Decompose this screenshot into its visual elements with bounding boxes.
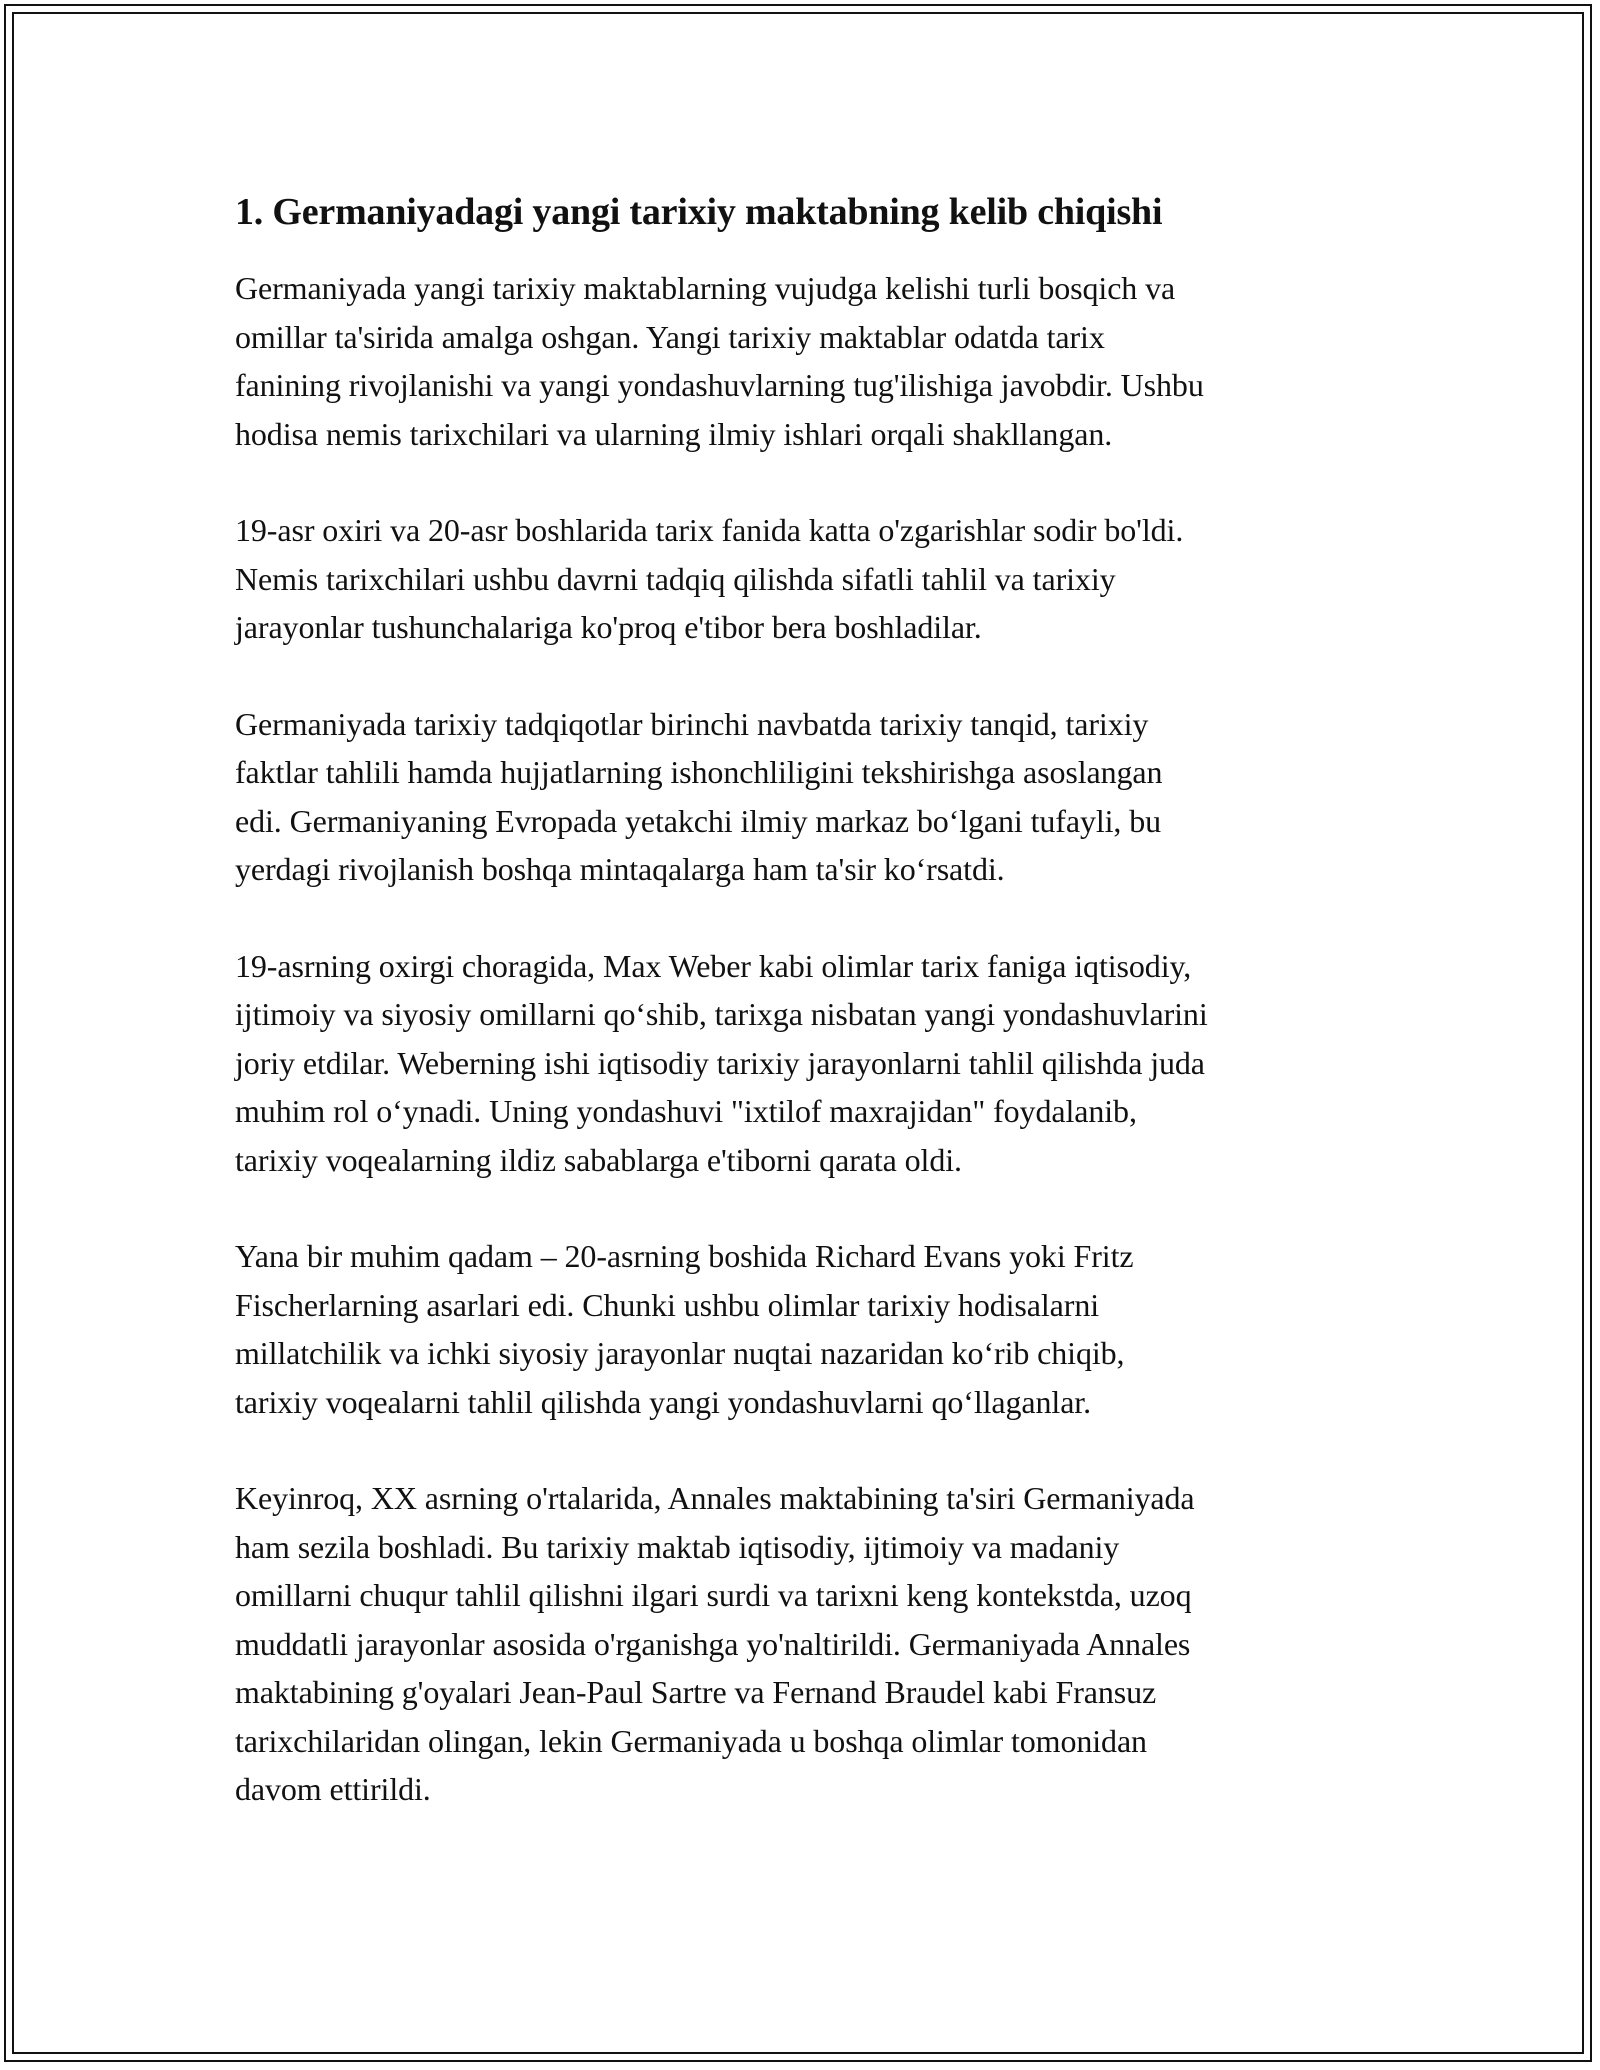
paragraph-line: davom ettirildi.	[235, 1771, 431, 1807]
paragraph-line: ham sezila boshladi. Bu tarixiy maktab iqtisodiy, ijtimoiy va madaniy	[235, 1528, 1120, 1565]
paragraph-line: Keyinroq, XX asrning o'rtalarida, Annales maktabining ta'siri Germaniyada	[235, 1480, 1195, 1516]
paragraph-line: 19-asr oxiri va 20-asr boshlarida tarix fanida katta o'zgarishlar sodir bo'ldi.	[235, 512, 1184, 548]
document-body	[235, 188, 1385, 1862]
paragraph-line: tarixiy voqealarning ildiz sabablarga e'tiborni qarata oldi.	[235, 1141, 962, 1178]
paragraph-line: omillar ta'sirida amalga oshgan. Yangi tarixiy maktablar odatda tarix	[235, 318, 1105, 355]
paragraph-line: omillarni chuqur tahlil qilishni ilgari surdi va tarixni keng kontekstda, uzoq	[235, 1577, 1192, 1613]
paragraph-line: Yana bir muhim qadam – 20-asrning boshida Richard Evans yoki Fritz	[235, 1238, 1134, 1274]
paragraph-line: edi. Germaniyaning Evropada yetakchi ilmiy markaz bo‘lgani tufayli, bu	[235, 802, 1162, 839]
paragraph-line: muhim rol o‘ynadi. Uning yondashuvi "ixtilof maxrajidan" foydalanib,	[235, 1093, 1137, 1129]
paragraph-line: maktabining g'oyalari Jean-Paul Sartre va Fernand Braudel kabi Fransuz	[235, 1674, 1157, 1710]
paragraph-1	[235, 264, 1385, 458]
paragraph-line: tarixiy voqealarni tahlil qilishda yangi yondashuvlarni qo‘llaganlar.	[235, 1383, 1091, 1420]
paragraph-line: Germaniyada tarixiy tadqiqotlar birinchi navbatda tarixiy tanqid, tarixiy	[235, 705, 1149, 742]
paragraph-5	[235, 1232, 1385, 1426]
paragraph-line: millatchilik va ichki siyosiy jarayonlar nuqtai nazaridan ko‘rib chiqib,	[235, 1335, 1125, 1371]
paragraph-line: Nemis tarixchilari ushbu davrni tadqiq qilishda sifatli tahlil va tarixiy	[235, 560, 1116, 597]
paragraph-line: faktlar tahlili hamda hujjatlarning ishonchliligini tekshirishga asoslangan	[235, 754, 1163, 790]
section-heading: 1. Germaniyadagi yangi tarixiy maktabning kelib chiqishi	[235, 191, 1163, 233]
paragraph-3	[235, 700, 1385, 894]
paragraph-line: jarayonlar tushunchalariga ko'proq e'tibor bera boshladilar.	[235, 609, 982, 645]
paragraph-line: tarixchilaridan olingan, lekin Germaniyada u boshqa olimlar tomonidan	[235, 1722, 1147, 1759]
paragraph-line: muddatli jarayonlar asosida o'rganishga yo'naltirildi. Germaniyada Annales	[235, 1625, 1191, 1662]
paragraph-line: Fischerlarning asarlari edi. Chunki ushbu olimlar tarixiy hodisalarni	[235, 1286, 1100, 1323]
paragraph-4	[235, 942, 1385, 1185]
paragraph-line: hodisa nemis tarixchilari va ularning ilmiy ishlari orqali shakllangan.	[235, 415, 1113, 452]
paragraph-line: joriy etdilar. Weberning ishi iqtisodiy tarixiy jarayonlarni tahlil qilishda juda	[235, 1044, 1205, 1081]
paragraph-2	[235, 506, 1385, 652]
paragraph-line: 19-asrning oxirgi choragida, Max Weber kabi olimlar tarix faniga iqtisodiy,	[235, 947, 1192, 984]
paragraph-line: Germaniyada yangi tarixiy maktablarning vujudga kelishi turli bosqich va	[235, 270, 1176, 306]
paragraph-line: ijtimoiy va siyosiy omillarni qo‘shib, tarixga nisbatan yangi yondashuvlarini	[235, 996, 1208, 1032]
paragraph-line: yerdagi rivojlanish boshqa mintaqalarga ham ta'sir ko‘rsatdi.	[235, 851, 1005, 887]
paragraph-6	[235, 1474, 1385, 1814]
paragraph-line: fanining rivojlanishi va yangi yondashuvlarning tug'ilishiga javobdir. Ushbu	[235, 367, 1204, 403]
